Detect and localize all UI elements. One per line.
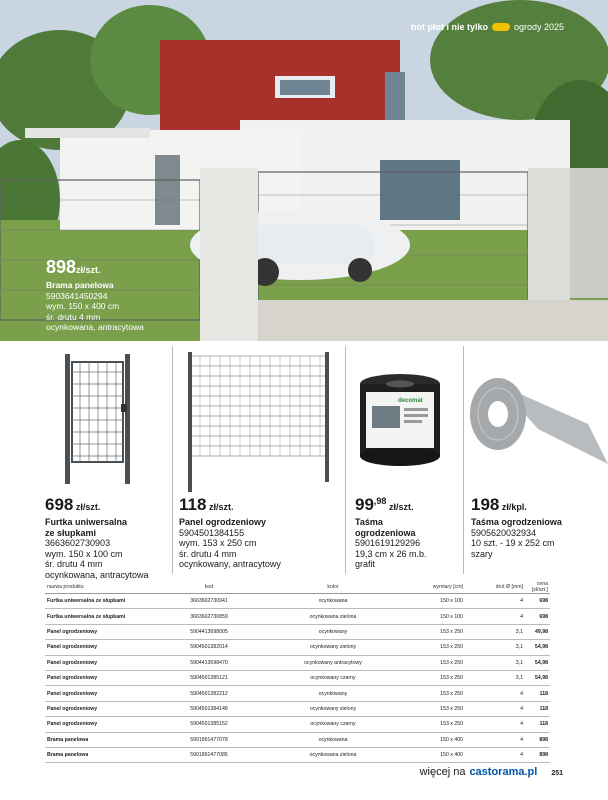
product-code: 5905620032934 <box>471 527 537 538</box>
hero-product-info <box>46 257 144 333</box>
table-cell: 5904501385152 <box>157 717 261 732</box>
table-cell: 153 x 250 <box>405 701 465 716</box>
table-cell: ocynkowana zielona <box>261 609 405 624</box>
table-cell: 5904501382212 <box>157 686 261 701</box>
table-cell: 153 x 250 <box>405 670 465 685</box>
table-cell: 153 x 250 <box>405 655 465 670</box>
product-price: 698 zł/szt. <box>45 495 101 514</box>
hero-photo <box>0 0 608 341</box>
table-row <box>45 732 550 747</box>
product-name: Furtka uniwersalna <box>45 517 128 527</box>
table-cell: 150 x 400 <box>405 732 465 747</box>
table-cell: 4 <box>465 717 525 732</box>
hero-product-dims: wym. 150 x 400 cm <box>46 301 120 311</box>
table-cell: 4 <box>465 594 525 609</box>
product-detail: szary <box>471 548 493 559</box>
product-price: 198 zł/kpl. <box>471 495 527 514</box>
table-row <box>45 640 550 655</box>
table-cell: 3663602730859 <box>157 609 261 624</box>
table-cell: 4 <box>465 609 525 624</box>
table-cell: 118 <box>525 701 550 716</box>
table-row <box>45 701 550 716</box>
table-cell: 118 <box>525 717 550 732</box>
table-cell: 698 <box>525 594 550 609</box>
table-cell: 898 <box>525 732 550 747</box>
hero-product-name: Brama panelowa <box>46 280 114 290</box>
spec-table <box>45 581 550 763</box>
tape-brand-logo: decomat <box>398 398 423 404</box>
table-cell: Panel ogrodzeniowy <box>45 686 157 701</box>
table-cell: ocynkowany antracytowy <box>261 655 405 670</box>
table-cell: 698 <box>525 609 550 624</box>
col-header: kod <box>157 581 261 594</box>
product-name: Taśma ogrodzeniowa <box>471 517 562 527</box>
table-cell: 153 x 250 <box>405 717 465 732</box>
table-cell: 5901891477078 <box>157 732 261 747</box>
table-cell: Panel ogrodzeniowy <box>45 701 157 716</box>
product-detail: wym. 150 x 100 cm <box>45 548 123 559</box>
table-cell: ocynkowany zielony <box>261 640 405 655</box>
table-cell: 54,98 <box>525 655 550 670</box>
col-header: drut Ø [mm] <box>465 581 525 594</box>
table-cell: 3,1 <box>465 640 525 655</box>
table-row <box>45 747 550 762</box>
table-cell: 150 x 400 <box>405 747 465 762</box>
product-name: Panel ogrodzeniowy <box>179 517 267 527</box>
table-row <box>45 655 550 670</box>
catalog-pill-icon <box>492 23 510 31</box>
product-price: $99^{,98}$ zł/szt. <box>355 495 414 514</box>
col-header: kolor <box>261 581 405 594</box>
divider <box>172 346 173 574</box>
table-cell: 49,98 <box>525 624 550 639</box>
table-cell: Panel ogrodzeniowy <box>45 624 157 639</box>
product-code: 5901619129296 <box>355 538 421 548</box>
product-code: 3663602730903 <box>45 538 111 548</box>
page-header <box>411 22 564 32</box>
fence-panel-image <box>180 344 335 494</box>
hero-product-code: 5903641450294 <box>46 290 108 301</box>
product-detail: śr. drutu 4 mm <box>179 548 237 559</box>
table-cell: 4 <box>465 701 525 716</box>
footer-text: więcej na <box>419 766 466 778</box>
product-detail: śr. drutu 4 mm <box>45 559 103 569</box>
divider <box>345 346 346 574</box>
product-grey-tape-text <box>471 491 562 559</box>
table-cell: 5904501382014 <box>157 640 261 655</box>
table-cell: 5904501385121 <box>157 670 261 685</box>
table-cell: ocynkowany czarny <box>261 670 405 685</box>
table-cell: Panel ogrodzeniowy <box>45 670 157 685</box>
table-cell: 150 x 100 <box>405 594 465 609</box>
table-cell: Brama panelowa <box>45 747 157 762</box>
product-gate-text <box>45 491 149 580</box>
product-detail: ocynkowany, antracytowy <box>179 559 281 569</box>
hero-product-wire: śr. drutu 4 mm <box>46 311 101 322</box>
product-name-line2: ogrodzeniowa <box>355 527 416 538</box>
gate-image <box>45 344 165 484</box>
product-detail: wym. 153 x 250 cm <box>179 538 257 548</box>
table-cell: ocynkowana <box>261 732 405 747</box>
table-cell: 4 <box>465 686 525 701</box>
grey-tape-image <box>468 344 608 494</box>
table-body <box>45 594 550 763</box>
product-name-line2: ze słupkami <box>45 527 97 538</box>
table-cell: 3,1 <box>465 655 525 670</box>
table-cell: 54,98 <box>525 640 550 655</box>
table-cell: 4 <box>465 732 525 747</box>
catalog-label: ogrody 2025 <box>513 22 564 32</box>
table-row <box>45 594 550 609</box>
table-row <box>45 609 550 624</box>
product-panel-text <box>179 491 281 570</box>
table-header-row <box>45 581 550 594</box>
table-row <box>45 624 550 639</box>
product-detail: 19,3 cm x 26 m.b. <box>355 548 427 559</box>
table-row <box>45 670 550 685</box>
table-cell: ocynkowany <box>261 624 405 639</box>
hero-price <box>46 257 144 280</box>
table-cell: ocynkowana zielona <box>261 747 405 762</box>
tape-roll-image <box>352 344 447 469</box>
table-row <box>45 717 550 732</box>
table-cell: 5901891477085 <box>157 747 261 762</box>
table-cell: 153 x 250 <box>405 624 465 639</box>
divider <box>463 346 464 574</box>
section-label: hot płot i nie tylko <box>410 22 488 32</box>
table-cell: Furtka uniwersalna ze słupkami <box>45 594 157 609</box>
table-cell: 3,1 <box>465 624 525 639</box>
table-cell: Brama panelowa <box>45 732 157 747</box>
product-detail: 10 szt. - 19 x 252 cm <box>471 538 555 548</box>
product-detail: grafit <box>355 559 376 569</box>
col-header: cena [zł/szt.] <box>525 581 550 594</box>
product-tape-roll-text <box>355 491 427 570</box>
table-cell: ocynkowany <box>261 686 405 701</box>
table-cell: 4 <box>465 747 525 762</box>
table-cell: 5904413698005 <box>157 624 261 639</box>
product-price: 118 zł/szt. <box>179 495 234 514</box>
table-cell: Panel ogrodzeniowy <box>45 655 157 670</box>
hero-price-value: 898 <box>46 257 77 277</box>
page-footer <box>420 766 563 778</box>
table-cell: 118 <box>525 686 550 701</box>
table-cell: ocynkowany zielony <box>261 701 405 716</box>
col-header: nazwa produktu <box>45 581 157 594</box>
page-number: 251 <box>551 770 563 777</box>
table-cell: 54,98 <box>525 670 550 685</box>
hero-product-finish: ocynkowana, antracytowa <box>46 322 144 332</box>
table-cell: Panel ogrodzeniowy <box>45 717 157 732</box>
table-cell: Panel ogrodzeniowy <box>45 640 157 655</box>
website-link[interactable]: castorama.pl <box>469 766 538 778</box>
table-row <box>45 686 550 701</box>
product-name: Taśma <box>355 517 383 527</box>
table-cell: 3,1 <box>465 670 525 685</box>
table-cell: 5904413698470 <box>157 655 261 670</box>
col-header: wymiary [cm] <box>405 581 465 594</box>
table-cell: ocynkowany czarny <box>261 717 405 732</box>
table-cell: 153 x 250 <box>405 640 465 655</box>
table-cell: 3663602730941 <box>157 594 261 609</box>
product-detail: ocynkowana, antracytowa <box>45 569 149 580</box>
table-cell: ocynkowana <box>261 594 405 609</box>
table-cell: 150 x 100 <box>405 609 465 624</box>
table-cell: Furtka uniwersalna ze słupkami <box>45 609 157 624</box>
table-cell: 898 <box>525 747 550 762</box>
product-code: 5904501384155 <box>179 527 245 538</box>
table-cell: 5904501384148 <box>157 701 261 716</box>
hero-price-unit: zł/szt. <box>76 265 101 275</box>
table-cell: 153 x 250 <box>405 686 465 701</box>
